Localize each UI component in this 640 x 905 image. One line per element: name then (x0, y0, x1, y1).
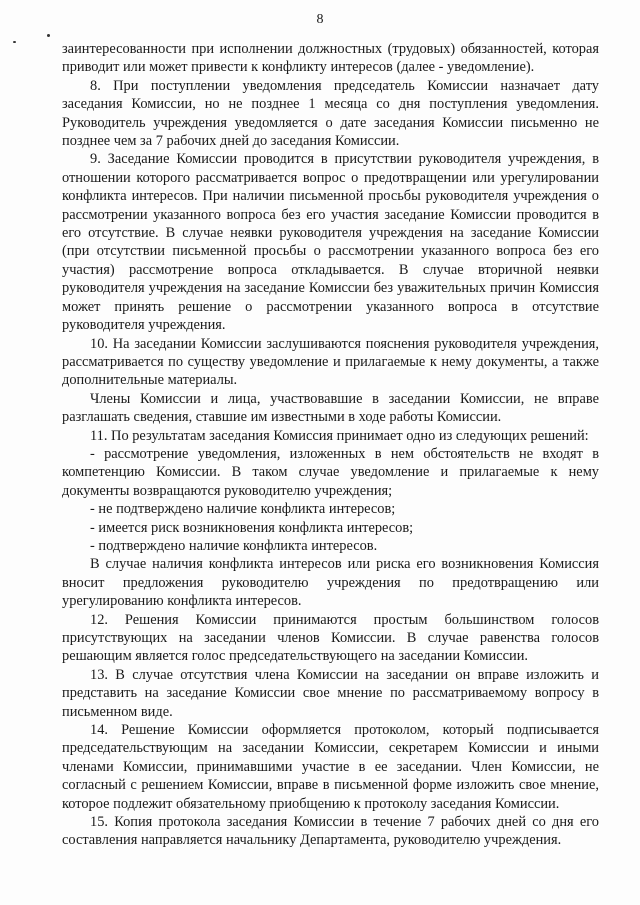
page-number: 8 (316, 12, 324, 27)
paragraph-15: 15. Копия протокола заседания Комиссии в течение 7 рабочих дней со дня его составления направляется начальнику Департамента, руководителю учреждения. (62, 814, 599, 849)
paragraph-13: 13. В случае отсутствия члена Комиссии на заседании он вправе изложить и представить на заседание Комиссии свое мнение по рассматриваемому вопросу в письменном виде. (62, 666, 599, 720)
paragraph-10: 10. На заседании Комиссии заслушиваются пояснения руководителя учреждения, рассматривается по существу уведомление и прилагаемые к нему документы, а также дополнительные материалы. (62, 335, 599, 389)
paragraph-9: 9. Заседание Комиссии проводится в присутствии руководителя учреждения, в отношении которого рассматривается вопрос о предотвращении или урегулировании конфликта интересов. При наличии письменной просьбы руководителя учреждения о рассмотрении указанного вопроса без его участия заседание Комиссии проводится в его отсутствие. В случае неявки руководителя учреждения на заседание Комиссии (при отсутствии письменной просьбы о рассмотрении указанного вопроса без его участия) рассмотрение вопроса откладывается. В случае вторичной неявки руководителя учреждения на заседание Комиссии без уважительных причин Комиссия может принять решение о рассмотрении указанного вопроса в отсутствие руководителя учреждения. (62, 151, 599, 334)
list-item: - не подтверждено наличие конфликта интересов; (90, 501, 396, 518)
paragraph-11-conflict-note: В случае наличия конфликта интересов или риска его возникновения Комиссия вносит предложения руководителю учреждения по предотвращению или урегулированию конфликта интересов. (62, 556, 599, 610)
paragraph-8: 8. При поступлении уведомления председатель Комиссии назначает дату заседания Комиссии, но не позднее 1 месяца со дня поступления уведомления. Руководитель учреждения уведомляется о дате заседания Комиссии письменно не позднее чем за 7 рабочих дней до заседания Комиссии. (62, 77, 599, 150)
scan-speck (13, 41, 16, 43)
paragraph-10-confidentiality: Члены Комиссии и лица, участвовавшие в заседании Комиссии, не вправе разглашать сведения, ставшие им известными в ходе работы Комиссии. (62, 390, 599, 426)
scan-speck (47, 34, 50, 37)
paragraph-7-continuation: заинтересованности при исполнении должностных (трудовых) обязанностей, которая приводит или может привести к конфликту интересов (далее - уведомление). (62, 41, 599, 76)
paragraph-14: 14. Решение Комиссии оформляется протоколом, который подписывается председательствующим на заседании Комиссии, секретарем Комиссии и иными членами Комиссии, принимавшими участие в ее заседании. Член Комиссии, не согласный с решением Комиссии, вправе в письменной форме изложить свое мнение, которое подлежит обязательному приобщению к протоколу заседания Комиссии. (62, 722, 599, 812)
paragraph-12: 12. Решения Комиссии принимаются простым большинством голосов присутствующих на заседании членов Комиссии. В случае равенства голосов решающим является голос председательствующего на заседании Комиссии. (62, 611, 599, 665)
paragraph-11: 11. По результатам заседания Комиссия принимает одно из следующих решений: (90, 427, 589, 444)
document-body (62, 40, 599, 850)
list-item: - имеется риск возникновения конфликта интересов; (90, 519, 414, 536)
list-item: - подтверждено наличие конфликта интересов. (90, 537, 378, 554)
list-item: - рассмотрение уведомления, изложенных в нем обстоятельств не входят в компетенцию Комиссии. В таком случае уведомление и прилагаемые к нему документы возвращаются руководителю учреждения; (62, 445, 599, 499)
